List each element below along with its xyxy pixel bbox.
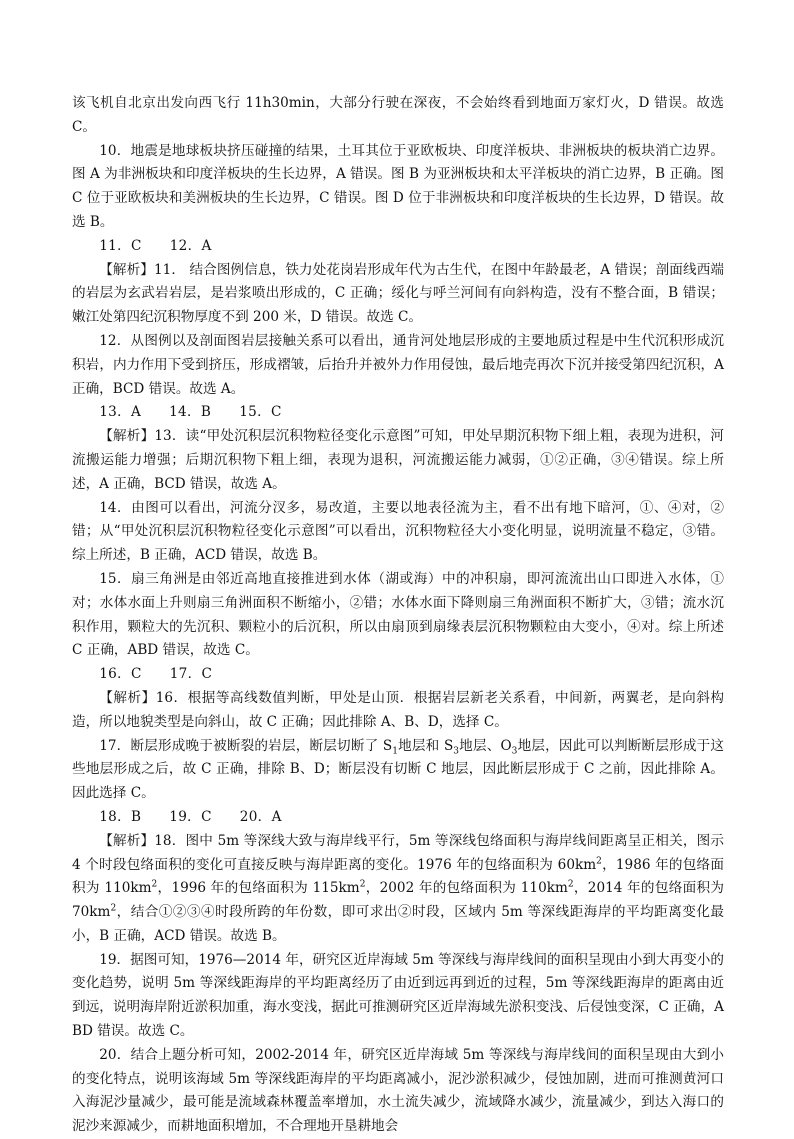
answer-item: 16．C bbox=[99, 666, 142, 683]
explanation-paragraph: 【解析】16．根据等高线数值判断，甲处是山顶．根据岩层新老关系看，中间新，两翼老，是向斜构造，所以地貌类型是向斜山，故 C 正确；因此排除 A、B、D，选择 C。 bbox=[72, 689, 724, 730]
text-run: ，结合①②③④时段所跨的年份数，即可求出②时段，区域内 5m 等深线距海岸的平均距离变化最小，B 正确，ACD 错误。故选 B。 bbox=[72, 904, 724, 944]
text-run: 2 bbox=[359, 879, 366, 890]
text-run: 地层、O bbox=[459, 737, 512, 754]
text-run: 3 bbox=[511, 746, 518, 757]
answer-item: 13．A bbox=[99, 404, 142, 421]
explanation-paragraph: 【解析】11． 结合图例信息，铁力处花岗岩形成年代为古生代，在图中年龄最老，A 错误；剖面线西端的岩层为玄武岩岩层，是岩浆喷出形成的，C 正确；绥化与呼兰河间有向斜构造，没有不整合面，B 错误；嫩江处第四纪沉积物厚度不到 200 米，D 错误。故选 C。 bbox=[72, 261, 724, 326]
text-run: 17．断层形成晚于被断裂的岩层，断层切断了 S bbox=[99, 737, 393, 754]
document-body bbox=[72, 92, 724, 1139]
explanation-paragraph: 12．从图例以及剖面图岩层接触关系可以看出，通肯河处地层形成的主要地质过程是中生代沉积形成沉积岩，内力作用下受到挤压，形成褶皱，后抬升并被外力作用侵蚀，最后地壳再次下沉并接受第四纪沉积，A 正确，BCD 错误。故选 A。 bbox=[72, 332, 724, 397]
text-run: ，2002 年的包络面积为 110km bbox=[365, 880, 568, 897]
answer-key-line bbox=[72, 663, 724, 687]
text-run: 3 bbox=[453, 746, 459, 757]
answer-key-line bbox=[72, 401, 724, 425]
explanation-paragraph bbox=[72, 830, 724, 949]
text-run: 地层和 S bbox=[397, 737, 454, 754]
explanation-paragraph: 14．由图可以看出，河流分汊多，易改道，主要以地表径流为主，看不出有地下暗河，①、④对，②错；从“甲处沉积层沉积物粒径变化示意图”可以看出，沉积物粒径大小变化明显，说明流量不稳定，③错。综上所述，B 正确，ACD 错误，故选 B。 bbox=[72, 499, 724, 564]
answer-item: 17．C bbox=[169, 666, 213, 683]
text-run: ，2014 年的包络面积为 70km bbox=[72, 880, 725, 921]
explanation-paragraph bbox=[72, 735, 724, 806]
answer-key-line bbox=[72, 806, 724, 830]
answer-item: 19．C bbox=[169, 808, 212, 825]
text-run: 2 bbox=[596, 855, 602, 866]
answer-item: 11．C bbox=[99, 237, 142, 254]
answer-item: 15．C bbox=[239, 404, 282, 421]
explanation-paragraph: 15．扇三角洲是由邻近高地直接推进到水体（湖或海）中的冲积扇，即河流流出山口即进入水体，①对；水体水面上升则扇三角洲面积不断缩小，②错；水体水面下降则扇三角洲面积不断扩大，③错；流水沉积作用，颗粒大的先沉积、颗粒小的后沉积，所以由扇顶到扇缘表层沉积物颗粒由大变小，④对。综上所述 C 正确，ABD 错误，故选 C。 bbox=[72, 570, 724, 659]
text-run: 2 bbox=[110, 903, 117, 914]
explanation-paragraph: 10．地震是地球板块挤压碰撞的结果，土耳其位于亚欧板块、印度洋板块、非洲板块的板块消亡边界。图 A 为非洲板块和印度洋板块的生长边界，A 错误。图 B 为亚洲板块和太平洋板块的消亡边界，B 正确。图 C 位于亚欧板块和美洲板块的生长边界，C 错误。图 D 位于非洲板块和印度洋板块的生长边界，D 错误。故选 B。 bbox=[72, 142, 724, 230]
text-run: ，1986 年的包络面积为 110km bbox=[72, 856, 724, 897]
explanation-paragraph: 该飞机自北京出发向西飞行 11h30min，大部分行驶在深夜，不会始终看到地面万家灯火，D 错误。故选 C。 bbox=[72, 95, 724, 135]
text-run: 2 bbox=[567, 879, 574, 890]
text-run: 地层，因此可以判断断层形成于这些地层形成之后，故 C 正确，排除 B、D；断层没有切断 C 地层，因此断层形成于 C 之前，因此排除 A。因此选择 C。 bbox=[72, 737, 725, 802]
text-run: 2 bbox=[151, 879, 158, 890]
explanation-paragraph: 19．据图可知，1976—2014 年，研究区近岸海域 5m 等深线与海岸线间的面积呈现由小到大再变小的变化趋势，说明 5m 等深线距海岸的平均距离经历了由近到远再到近的过程，5m 等深线距海岸的距离由近到远，说明海岸附近淤积加重，海水变浅，据此可推测研究区近岸海域先淤积变浅、后侵蚀变深，C 正确，ABD 错误。故选 C。 bbox=[72, 951, 724, 1040]
answer-item: 18．B bbox=[99, 808, 142, 825]
text-run: 1 bbox=[392, 746, 398, 757]
text-run: 【解析】18．图中 5m 等深线大致与海岸线平行，5m 等深线包络面积与海岸线间距离呈正相关，图示 4 个时段包络面积的变化可直接反映与海岸距离的变化。1976 年的包络面积为 60km bbox=[72, 832, 724, 873]
explanation-paragraph: 20．结合上题分析可知，2002-2014 年，研究区近岸海域 5m 等深线与海岸线间的面积呈现由大到小的变化特点，说明该海域 5m 等深线距海岸的平均距离减小，泥沙淤积减少，侵蚀加剧，进而可推测黄河口入海泥沙量减少，最可能是流域森林覆盖率增加，水土流失减少，流域降水减少，流量减少，到达入海口的泥沙来源减少，而耕地面积增加，不合理地开垦耕地会 bbox=[72, 1046, 724, 1135]
answer-item: 20．A bbox=[239, 808, 282, 825]
answer-key-line bbox=[72, 235, 724, 259]
text-run: ，1996 年的包络面积为 115km bbox=[157, 880, 360, 897]
answer-item: 12．A bbox=[169, 237, 212, 254]
answer-item: 14．B bbox=[169, 404, 212, 421]
explanation-paragraph: 【解析】13．读“甲处沉积层沉积物粒径变化示意图”可知，甲处早期沉积物下细上粗，表现为进积，河流搬运能力增强；后期沉积物下粗上细，表现为退积，河流搬运能力减弱，①②正确，③④错误。综上所述，A 正确，BCD 错误，故选 A。 bbox=[72, 428, 724, 492]
